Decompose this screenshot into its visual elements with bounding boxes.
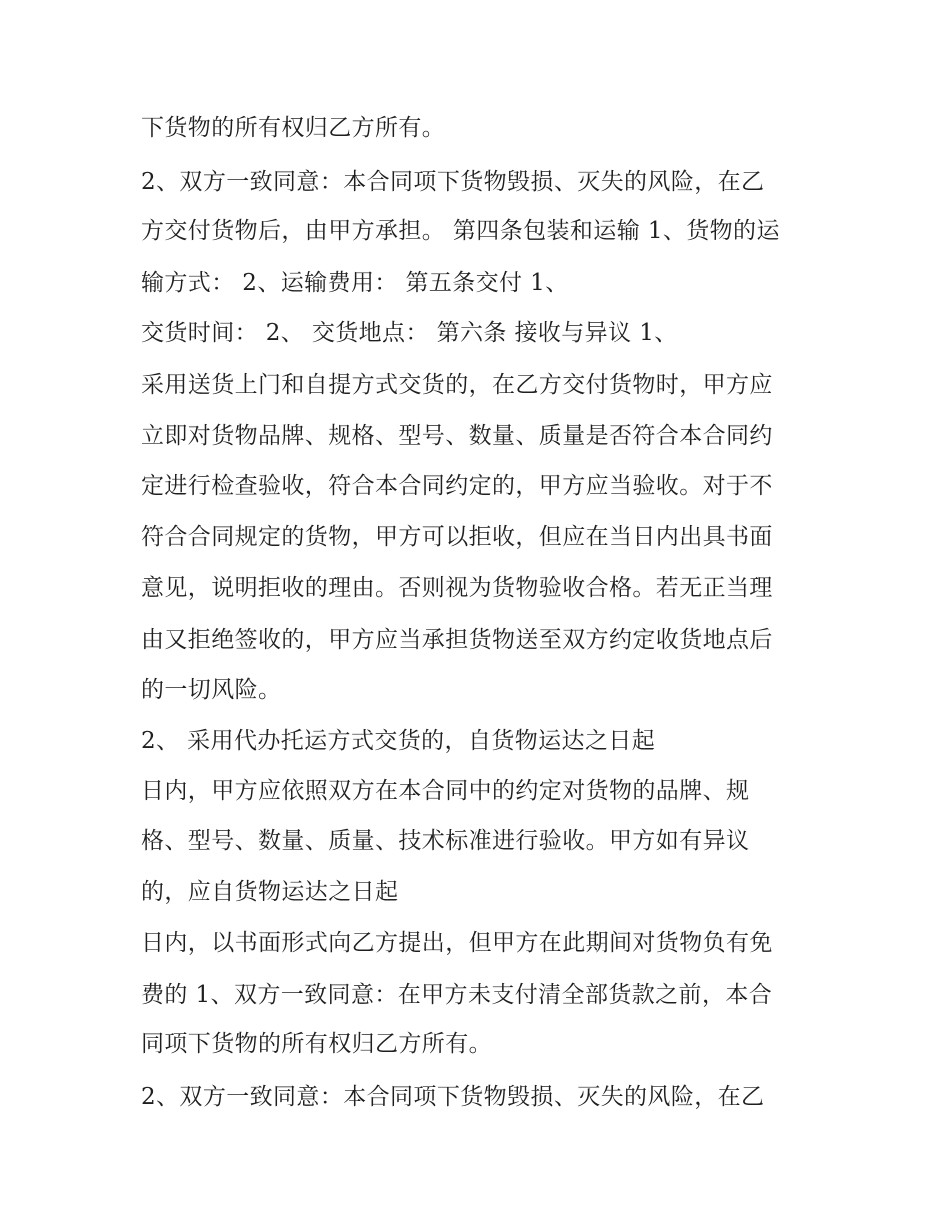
text-line: 同项下货物的所有权归乙方所有。: [141, 1031, 492, 1057]
text-line: 下货物的所有权归乙方所有。: [141, 115, 446, 141]
text-line: 日内，以书面形式向乙方提出，但甲方在此期间对货物负有免: [141, 930, 773, 956]
text-line: 2、双方一致同意：本合同项下货物毁损、灭失的风险，在乙: [141, 1084, 765, 1110]
text-line: 意见，说明拒收的理由。否则视为货物验收合格。若无正当理: [141, 575, 773, 601]
text-line: 的一切风险。: [141, 677, 282, 703]
text-line: 符合合同规定的货物，甲方可以拒收，但应在当日内出具书面: [141, 524, 773, 550]
text-line: 输方式： 2、运输费用： 第五条交付 1、: [141, 270, 569, 296]
text-line: 费的 1、双方一致同意：在甲方未支付清全部货款之前，本合: [141, 982, 773, 1008]
text-line: 2、 采用代办托运方式交货的，自货物运达之日起: [141, 728, 656, 754]
text-line: 格、型号、数量、质量、技术标准进行验收。甲方如有异议: [141, 828, 750, 854]
text-line: 由又拒绝签收的，甲方应当承担货物送至双方约定收货地点后: [141, 627, 773, 653]
text-line: 的，应自货物运达之日起: [141, 879, 399, 905]
text-line: 定进行检查验收，符合本合同约定的，甲方应当验收。对于不: [141, 473, 773, 499]
text-line: 方交付货物后，由甲方承担。 第四条包装和运输 1、货物的运: [141, 218, 780, 244]
text-line: 交货时间： 2、 交货地点： 第六条 接收与异议 1、: [141, 320, 678, 346]
text-line: 采用送货上门和自提方式交货的，在乙方交付货物时，甲方应: [141, 372, 773, 398]
text-line: 日内，甲方应依照双方在本合同中的约定对货物的品牌、规: [141, 778, 750, 804]
text-line: 2、双方一致同意：本合同项下货物毁损、灭失的风险，在乙: [141, 169, 765, 195]
text-line: 立即对货物品牌、规格、型号、数量、质量是否符合本合同约: [141, 423, 773, 449]
